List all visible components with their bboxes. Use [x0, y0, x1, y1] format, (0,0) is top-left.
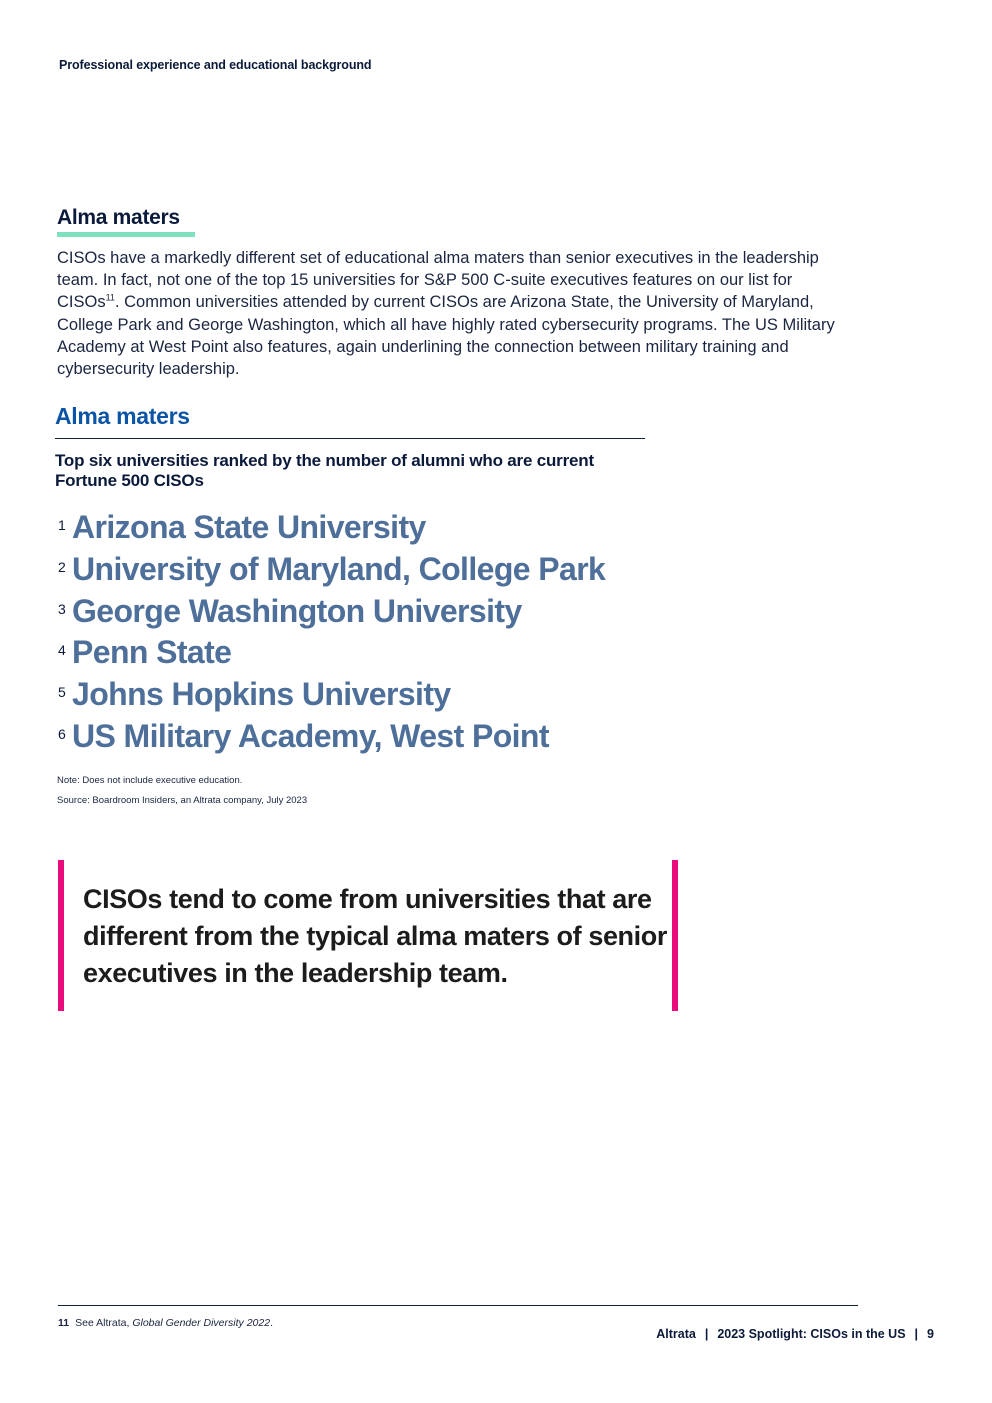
chart-title: Alma maters: [55, 403, 190, 429]
intro-paragraph: [57, 247, 857, 380]
university-name: Johns Hopkins University: [72, 676, 451, 713]
section-label: Professional experience and educational background: [59, 58, 372, 72]
pull-quote-right-bar: [672, 860, 678, 1011]
university-name: University of Maryland, College Park: [72, 550, 606, 587]
university-name: Penn State: [72, 634, 232, 671]
rank-number: 5: [58, 684, 66, 701]
rank-number: 4: [58, 642, 66, 659]
footer-report-title: 2023 Spotlight: CISOs in the US: [717, 1327, 906, 1341]
rank-number: 6: [58, 725, 66, 742]
pull-quote-left-bar: [58, 860, 64, 1011]
footnote-text: See Altrata,: [75, 1317, 133, 1329]
rank-number: 2: [58, 558, 66, 575]
footnote-publication-title: Global Gender Diversity 2022: [132, 1317, 271, 1329]
rank-number: 1: [58, 517, 66, 533]
university-name: George Washington University: [72, 592, 522, 629]
ranking-item: [58, 632, 678, 674]
footnote-text-end: .: [270, 1317, 273, 1329]
page-footer: [656, 1327, 934, 1341]
footnote: [58, 1317, 273, 1329]
university-ranking-list: [58, 507, 678, 758]
ranking-item: [58, 674, 678, 716]
section-heading: Alma maters: [57, 206, 180, 229]
ranking-item: [58, 507, 678, 549]
rank-number: 3: [58, 600, 66, 617]
intro-text-part-1: CISOs have a markedly different set of educational alma maters than senior executives in the leadership team. In fact, not one of the top 15 universities for S&P 500 C-suite executives features on our list for CISOs: [57, 249, 819, 312]
university-name: Arizona State University: [72, 509, 426, 545]
footer-separator: |: [914, 1327, 919, 1341]
ranking-item: [58, 591, 678, 633]
heading-underline: [57, 232, 195, 237]
chart-source: Source: Boardroom Insiders, an Altrata company, July 2023: [57, 795, 308, 806]
university-name: US Military Academy, West Point: [72, 717, 549, 754]
footnote-divider: [58, 1305, 858, 1306]
pull-quote: CISOs tend to come from universities that are different from the typical alma maters of senior executives in the leadership team.: [83, 884, 667, 988]
intro-text-part-2: . Common universities attended by current CISOs are Arizona State, the University of Maryland, College Park and George Washington, which all have highly rated cybersecurity programs. The US Military Academy at West Point also features, again underlining the connection between military training and cybersecurity leadership.: [57, 293, 835, 379]
chart-note: Note: Does not include executive education.: [57, 775, 243, 786]
chart-title-rule: [55, 438, 645, 439]
footnote-reference: 11: [105, 292, 115, 303]
ranking-item: [58, 716, 678, 758]
chart-subtitle: Top six universities ranked by the number of alumni who are current Fortune 500 CISOs: [55, 451, 594, 490]
footer-brand: Altrata: [656, 1327, 696, 1341]
footer-separator: |: [704, 1327, 709, 1341]
page-number: 9: [927, 1327, 934, 1341]
footnote-number: 11: [58, 1317, 70, 1329]
ranking-item: [58, 549, 678, 591]
